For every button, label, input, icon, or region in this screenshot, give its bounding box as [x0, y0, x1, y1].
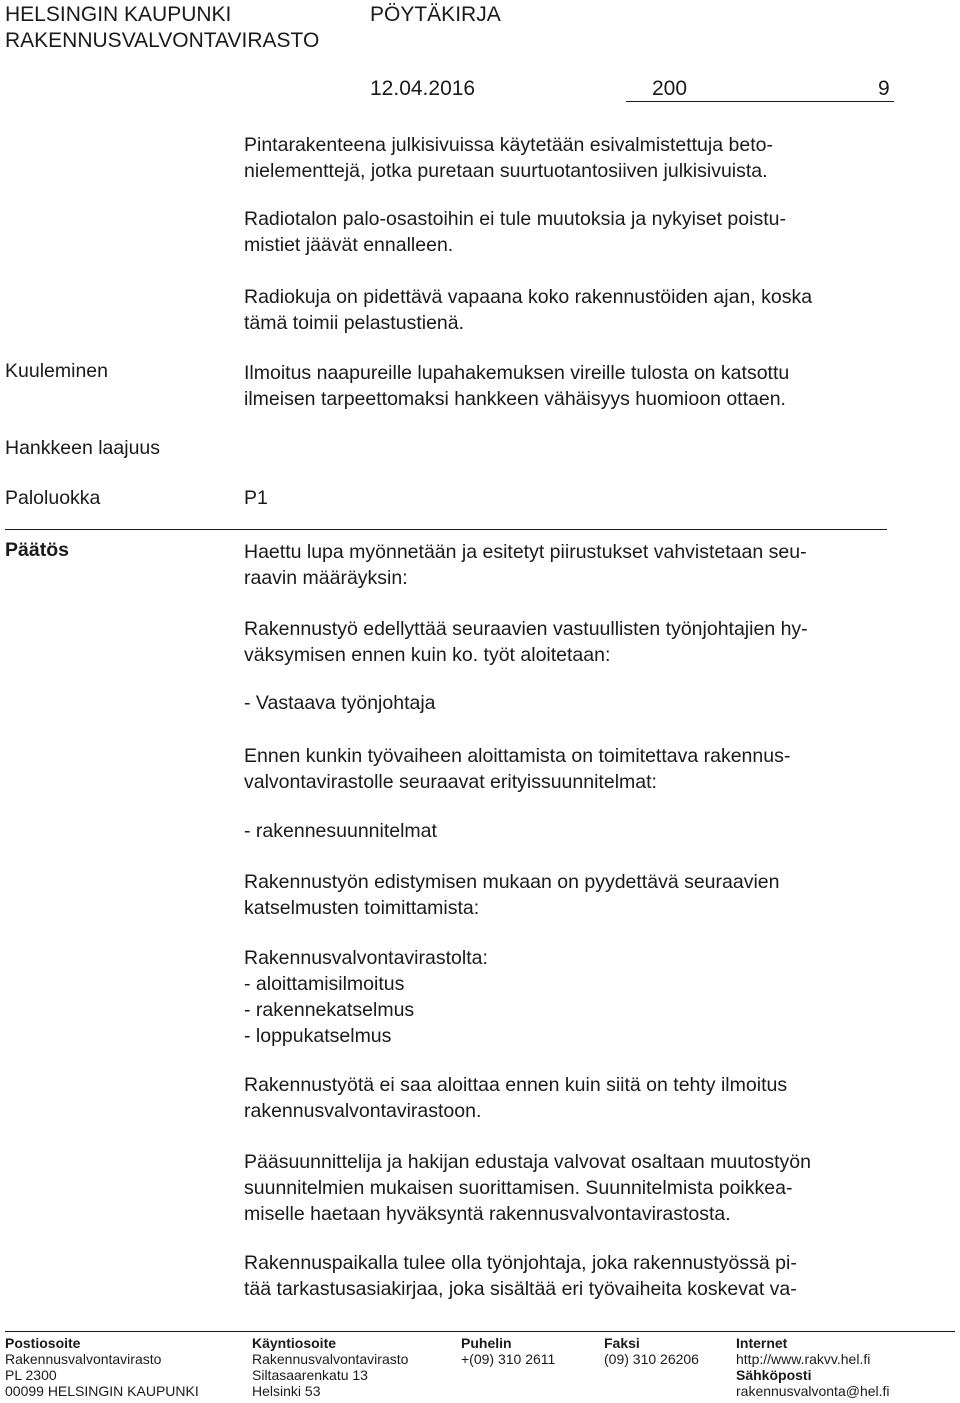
text-line: Rakennuspaikalla tulee olla työnjohtaja, joka rakennustyössä pi-: [244, 1252, 797, 1274]
text-line: Pintarakenteena julkisivuissa käytetään esivalmistettuja beto-: [244, 134, 773, 156]
section-number: 200: [652, 77, 688, 100]
list-item: - rakennekatselmus: [244, 999, 415, 1021]
footer-kayntiosoite: [252, 1335, 408, 1399]
footer-heading: Sähköposti: [736, 1367, 812, 1383]
intro-paragraph-2: [244, 206, 786, 258]
section-divider: [5, 529, 887, 530]
text-line: ilmeisen tarpeettomaksi hankkeen vähäisyys huomioon ottaen.: [244, 388, 786, 410]
text-line: väksymisen ennen kuin ko. työt aloitetaan:: [244, 644, 611, 666]
text-line: Rakennustyö edellyttää seuraavien vastuullisten työnjohtajien hy-: [244, 618, 808, 640]
paatos-paragraph-3: - Vastaava työnjohtaja: [244, 692, 436, 714]
org-name: HELSINGIN KAUPUNKI: [5, 3, 232, 26]
footer-divider: [5, 1331, 955, 1332]
footer-line: Siltasaarenkatu 13: [252, 1367, 368, 1383]
footer-heading: Postiosoite: [5, 1335, 81, 1351]
text-line: suunnitelmien mukaisen suorittamisen. Suunnitelmista poikkea-: [244, 1177, 793, 1199]
text-line: Rakennustyötä ei saa aloittaa ennen kuin siitä on tehty ilmoitus: [244, 1074, 788, 1096]
footer-line: (09) 310 26206: [604, 1351, 699, 1367]
paatos-label: Päätös: [5, 539, 69, 561]
paatos-paragraph-2: [244, 616, 808, 668]
intro-paragraph-3: [244, 284, 812, 336]
text-line: Radiokuja on pidettävä vapaana koko rakennustöiden ajan, koska: [244, 286, 813, 308]
text-line: Rakennustyön edistymisen mukaan on pyydettävä seuraavien: [244, 871, 780, 893]
footer-puhelin: [461, 1335, 555, 1367]
laajuus-label: Hankkeen laajuus: [5, 437, 161, 459]
paatos-paragraph-9: [244, 1149, 811, 1227]
internet-link[interactable]: http://www.rakvv.hel.fi: [736, 1351, 871, 1367]
text-line: nielementtejä, jotka puretaan suurtuotantosiiven julkisivuista.: [244, 160, 768, 182]
paloluokka-value: P1: [244, 487, 268, 509]
kuuleminen-label: Kuuleminen: [5, 360, 108, 382]
paloluokka-label: Paloluokka: [5, 487, 101, 509]
text-line: Radiotalon palo-osastoihin ei tule muutoksia ja nykyiset poistu-: [244, 208, 786, 230]
header-underline: [626, 101, 894, 102]
text-line: mistiet jäävät ennalleen.: [244, 234, 454, 256]
footer-line: PL 2300: [5, 1367, 57, 1383]
text-line: miselle haetaan hyväksyntä rakennusvalvontavirastosta.: [244, 1203, 731, 1225]
kuuleminen-text: [244, 360, 789, 412]
footer-faksi: [604, 1335, 699, 1367]
list-item: - aloittamisilmoitus: [244, 973, 405, 995]
paatos-paragraph-4: [244, 743, 790, 795]
page-number: 9: [878, 77, 890, 100]
department-name: RAKENNUSVALVONTAVIRASTO: [5, 29, 320, 52]
footer-heading: Käyntiosoite: [252, 1335, 337, 1351]
text-line: rakennusvalvontavirastoon.: [244, 1100, 482, 1122]
footer-line: Rakennusvalvontavirasto: [252, 1351, 409, 1367]
footer-heading: Internet: [736, 1335, 788, 1351]
text-line: katselmusten toimittamista:: [244, 897, 480, 919]
text-line: tämä toimii pelastustienä.: [244, 312, 465, 334]
paatos-paragraph-1: [244, 539, 807, 591]
text-line: Rakennusvalvontavirastolta:: [244, 947, 488, 969]
paatos-paragraph-8: [244, 1072, 787, 1124]
paatos-paragraph-6: [244, 869, 779, 921]
text-line: Ennen kunkin työvaiheen aloittamista on toimitettava rakennus-: [244, 745, 791, 767]
footer-heading: Faksi: [604, 1335, 640, 1351]
footer-line: 00099 HELSINGIN KAUPUNKI: [5, 1383, 199, 1399]
list-item: - loppukatselmus: [244, 1025, 392, 1047]
intro-paragraph-1: [244, 132, 773, 184]
document-type: PÖYTÄKIRJA: [370, 3, 501, 26]
paatos-paragraph-7: [244, 945, 488, 1049]
footer-line: Helsinki 53: [252, 1383, 321, 1399]
footer-postiosoite: [5, 1335, 199, 1399]
text-line: Ilmoitus naapureille lupahakemuksen vireille tulosta on katsottu: [244, 362, 790, 384]
meeting-date: 12.04.2016: [370, 77, 476, 100]
paatos-paragraph-5: - rakennesuunnitelmat: [244, 820, 437, 842]
text-line: Haettu lupa myönnetään ja esitetyt piirustukset vahvistetaan seu-: [244, 541, 807, 563]
footer-line: Rakennusvalvontavirasto: [5, 1351, 162, 1367]
footer-line: +(09) 310 2611: [461, 1351, 556, 1367]
email-link[interactable]: rakennusvalvonta@hel.fi: [736, 1383, 890, 1399]
footer-internet: [736, 1335, 890, 1399]
text-line: valvontavirastolle seuraavat erityissuunnitelmat:: [244, 771, 657, 793]
paatos-paragraph-10: [244, 1250, 797, 1302]
text-line: Pääsuunnittelija ja hakijan edustaja valvovat osaltaan muutostyön: [244, 1151, 811, 1173]
text-line: raavin määräyksin:: [244, 567, 408, 589]
text-line: tää tarkastusasiakirjaa, joka sisältää eri työvaiheita koskevat va-: [244, 1278, 797, 1300]
footer-heading: Puhelin: [461, 1335, 512, 1351]
